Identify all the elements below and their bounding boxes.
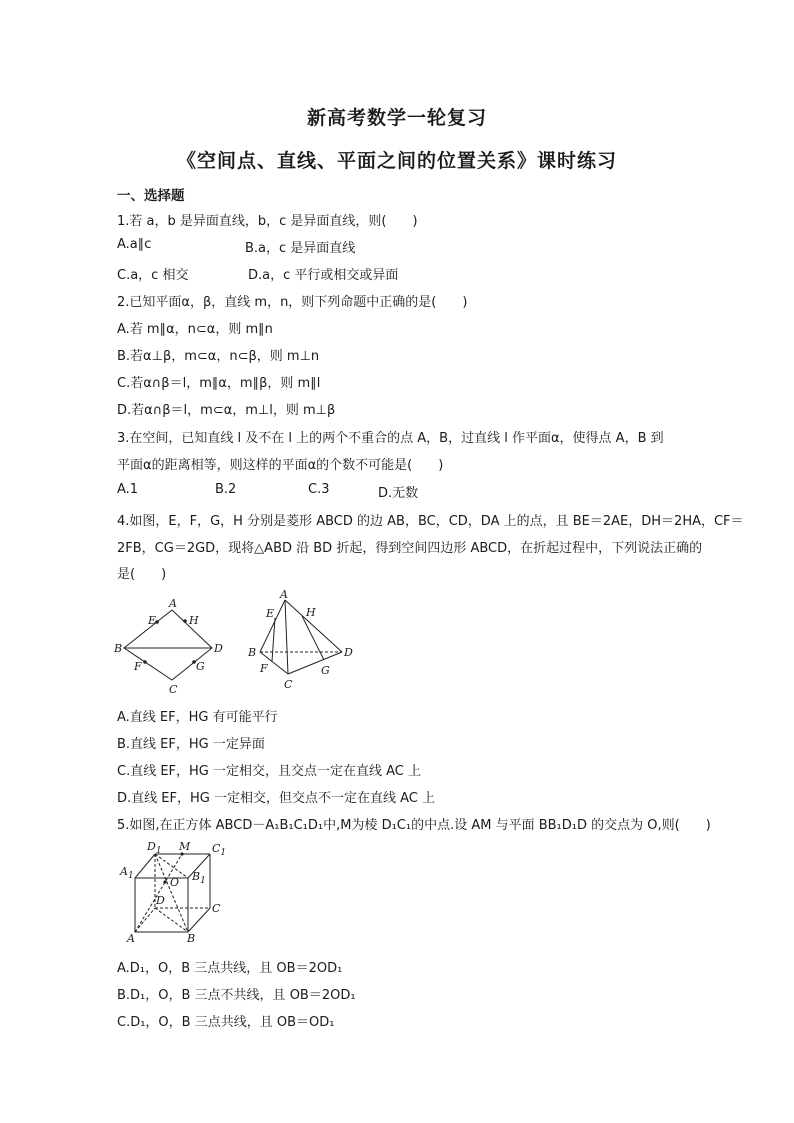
fig2-label-g: G bbox=[321, 664, 330, 677]
fig1-label-c: C bbox=[169, 683, 178, 696]
fig1-label-g: G bbox=[196, 660, 205, 673]
q5-option-b: B.D₁，O，B 三点不共线，且 OB＝2OD₁ bbox=[117, 988, 356, 1003]
fig2-label-d: D bbox=[344, 646, 353, 659]
fig1-label-f: F bbox=[134, 660, 142, 673]
fig2-label-h: H bbox=[306, 606, 316, 619]
q3-stem-line1: 3.在空间，已知直线 l 及不在 l 上的两个不重合的点 A，B，过直线 l 作平面α，使得点 A，B 到 bbox=[117, 431, 664, 446]
fig1-label-d: D bbox=[214, 642, 223, 655]
q4-option-d: D.直线 EF，HG 一定相交，但交点不一定在直线 AC 上 bbox=[117, 791, 435, 806]
rhombus-figure bbox=[113, 597, 223, 696]
q3-option-b: B.2 bbox=[215, 482, 237, 497]
cube-label-o: O bbox=[170, 876, 180, 889]
q5-stem: 5.如图,在正方体 ABCD－A₁B₁C₁D₁中,M为棱 D₁C₁的中点.设 AM 与平面 BB₁D₁D 的交点为 O,则( ) bbox=[117, 818, 711, 833]
q4-stem-line1: 4.如图，E，F，G，H 分别是菱形 ABCD 的边 AB，BC，CD，DA 上的点，且 BE＝2AE，DH＝2HA，CF＝ bbox=[117, 514, 744, 529]
cube-label-c1: $C_1$ bbox=[212, 842, 227, 858]
fig1-label-h: H bbox=[189, 614, 199, 627]
q4-option-a: A.直线 EF，HG 有可能平行 bbox=[117, 710, 278, 725]
q4-figure bbox=[110, 590, 370, 700]
q3-stem-line2: 平面α的距离相等，则这样的平面α的个数不可能是( ) bbox=[117, 458, 444, 473]
fig2-label-c: C bbox=[284, 678, 293, 691]
q4-option-c: C.直线 EF，HG 一定相交，且交点一定在直线 AC 上 bbox=[117, 764, 422, 779]
cube-label-d1: $D_1$ bbox=[147, 840, 162, 856]
cube-label-b1: $B_1$ bbox=[192, 870, 206, 886]
q5-cube-figure bbox=[115, 838, 240, 946]
fig2-label-f: F bbox=[260, 662, 268, 675]
q4-stem-line3: 是( ) bbox=[117, 567, 167, 582]
tetrahedron-figure bbox=[247, 590, 353, 691]
q5-option-a: A.D₁，O，B 三点共线，且 OB＝2OD₁ bbox=[117, 961, 343, 976]
q2-option-d: D.若α∩β＝l，m⊂α，m⊥l，则 m⊥β bbox=[117, 403, 336, 418]
cube-label-a1: $A_1$ bbox=[120, 865, 134, 881]
q3-option-a: A.1 bbox=[117, 482, 139, 497]
q2-option-c: C.若α∩β＝l，m∥α，m∥β，则 m∥l bbox=[117, 376, 321, 391]
q2-option-a: A.若 m∥α，n⊂α，则 m∥n bbox=[117, 322, 273, 337]
cube-label-b: B bbox=[187, 932, 196, 945]
q3-option-c: C.3 bbox=[308, 482, 330, 497]
cube-label-c: C bbox=[212, 902, 221, 915]
fig1-label-a: A bbox=[169, 597, 177, 610]
q1-option-b: B.a，c 是异面直线 bbox=[245, 241, 356, 256]
document-title: 新高考数学一轮复习 bbox=[306, 107, 487, 129]
section-heading: 一、选择题 bbox=[117, 188, 185, 204]
q3-option-d: D.无数 bbox=[378, 486, 419, 501]
q4-stem-line2: 2FB，CG＝2GD，现将△ABD 沿 BD 折起，得到空间四边形 ABCD，在折起过程中，下列说法正确的 bbox=[117, 541, 703, 556]
q2-option-b: B.若α⊥β，m⊂α，n⊂β，则 m⊥n bbox=[117, 349, 320, 364]
q1-option-a: A.a∥c bbox=[117, 237, 152, 252]
fig2-label-a: A bbox=[280, 590, 288, 601]
cube-label-m: M bbox=[179, 840, 191, 853]
fig1-label-b: B bbox=[114, 642, 123, 655]
fig2-label-b: B bbox=[248, 646, 257, 659]
q5-option-c: C.D₁，O，B 三点共线，且 OB＝OD₁ bbox=[117, 1015, 335, 1030]
fig2-label-e: E bbox=[266, 607, 275, 620]
q4-option-b: B.直线 EF，HG 一定异面 bbox=[117, 737, 265, 752]
q1-option-c: C.a，c 相交 bbox=[117, 268, 189, 283]
fig1-label-e: E bbox=[148, 614, 157, 627]
q2-stem: 2.已知平面α，β，直线 m，n，则下列命题中正确的是( ) bbox=[117, 295, 468, 310]
q1-option-d: D.a，c 平行或相交或异面 bbox=[248, 268, 399, 283]
cube-label-a: A bbox=[127, 932, 135, 945]
q1-stem: 1.若 a，b 是异面直线，b，c 是异面直线，则( ) bbox=[117, 214, 418, 229]
document-subtitle: 《空间点、直线、平面之间的位置关系》课时练习 bbox=[176, 150, 617, 172]
cube-label-d: D bbox=[156, 894, 165, 907]
